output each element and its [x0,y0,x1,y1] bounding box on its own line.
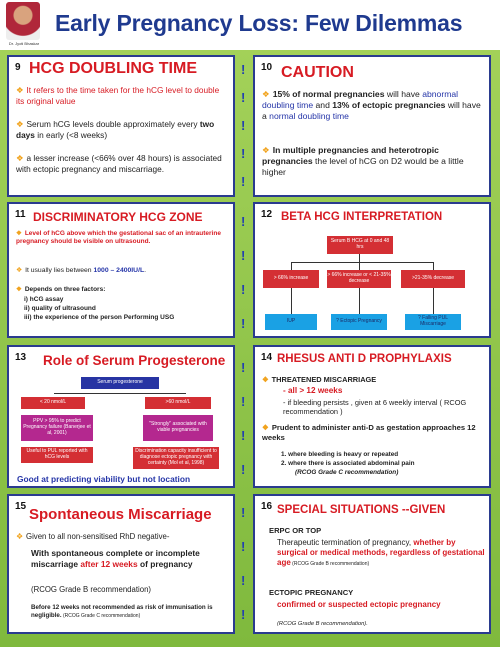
panel-title: Spontaneous Miscarriage [29,506,212,523]
panel-hcg-doubling [7,55,235,197]
exclamation-icon: ! [241,214,246,229]
connector [433,288,434,314]
connector [359,288,360,314]
panel-title: HCG DOUBLING TIME [29,60,197,77]
author-name: Dr. Jyoti Bhaskar [8,41,40,46]
bullet-text: ❖ Depends on three factors: [16,286,106,293]
flow-outcome: IUP [265,314,317,330]
section-heading: ECTOPIC PREGNANCY [269,588,354,597]
bullet-text: ❖ In multiple pregnancies and heterotropic pregnancies the level of hCG on D2 would be a little higher [262,145,464,177]
flow-node: >60 nmol/L [145,397,211,409]
panel-discriminatory-zone [7,202,235,338]
list-item: (RCOG Grade C recommendation) [295,469,399,476]
panel-anti-d [253,345,491,488]
body-text: (RCOG Grade B recommendation). [277,621,368,627]
sub-text: - if bleeding persists , given at 6 weekly interval ( RCOG recommendation ) [283,398,467,417]
panel-number: 11 [15,209,26,220]
panel-number: 14 [261,352,273,363]
flow-node: >21-35% decrease [401,270,465,288]
connector [291,288,292,314]
flow-node: "Strongly" associated with viable pregnancies [143,415,213,441]
panel-beta-hcg [253,202,491,338]
list-item: 2. where there is associated abdominal pain [281,460,415,467]
exclamation-icon: ! [241,316,246,331]
flow-node: PPV > 95% to predict Pregnancy failure (Banerjee et al, 2001) [21,415,93,441]
author-photo [6,2,40,40]
panel-number: 10 [261,62,273,73]
exclamation-icon: ! [241,428,246,443]
exclamation-icon: ! [241,248,246,263]
exclamation-icon: ! [241,539,246,554]
body-text: Before 12 weeks not recommended as risk of immunisation is negligible. (RCOG Grade C recommendation) [31,604,213,619]
section-heading: ERPC OR TOP [269,526,322,535]
panel-title: Role of Serum Progesterone [43,353,226,368]
bullet-text: ❖ Level of hCG above which the gestational sac of an intrauterine pregnancy should be visible on ultrasound. [16,230,221,246]
panel-title: BETA HCG INTERPRETATION [281,211,443,223]
body-text: With spontaneous complete or incomplete miscarriage after 12 weeks of pregnancy [31,548,200,569]
flow-root: Serum B HCG at 0 and 48 hrs [327,236,393,254]
page-title: Early Pregnancy Loss: Few Dilemmas [55,10,463,36]
flow-outcome: ? Ectopic Pregnancy [331,314,387,330]
panel-number: 15 [15,501,27,512]
panel-title: CAUTION [281,64,354,81]
list-item: 1. where bleeding is heavy or repeated [281,451,399,458]
connector [359,254,360,262]
panel-caution [253,55,491,197]
exclamation-icon: ! [241,505,246,520]
bullet-text: ❖ It usually lies between 1000 – 2400IU/L. [16,267,147,274]
exclamation-icon: ! [241,360,246,375]
exclamation-icon: ! [241,90,246,105]
factor: ii) quality of ultrasound [24,305,96,312]
panel-number: 9 [15,62,21,73]
panel-progesterone [7,345,235,488]
flow-node: > 66% increase or < 21-35% decrease [327,270,391,288]
body-text: Therapeutic termination of pregnancy, whether by surgical or medical methods, regardless of gestational age (RCOG Grade B recommendation) [277,538,485,568]
exclamation-icon: ! [241,118,246,133]
header [0,0,500,50]
bullet-text: ❖ 15% of normal pregnancies will have abnormal doubling time and 13% of ectopic pregnancies will have a normal doubling time [262,89,481,121]
sub-text: - all > 12 weeks [283,386,343,395]
bullet-text: ❖ Prudent to administer anti-D as gestation approaches 12 weeks [262,423,476,442]
exclamation-icon: ! [241,573,246,588]
bullet-text: ❖ It refers to the time taken for the hCG level to double its original value [16,85,220,106]
bullet-text: ❖ a lesser increase (<66% over 48 hours) is associated with ectopic pregnancy and miscarriage. [16,153,222,174]
connector [291,262,433,263]
flow-node: Discrimination capacity insufficient to diagnose ectopic pregnancy with certainty (Mol et al, 1998) [133,447,219,469]
connector [291,262,292,270]
bullet-text: ❖ THREATENED MISCARRIAGE [262,375,377,384]
flow-node: > 66% increase [263,270,319,288]
panel-number: 16 [261,501,273,512]
panel-title: SPECIAL SITUATIONS --GIVEN [277,504,446,516]
bullet-text: ❖ Given to all non-sensitised RhD negative- [16,532,170,541]
flow-root: Serum progesterone [81,377,159,389]
exclamation-icon: ! [241,394,246,409]
panel-number: 13 [15,352,27,363]
connector [359,262,360,270]
exclamation-icon: ! [241,607,246,622]
body-text: confirmed or suspected ectopic pregnancy [277,600,441,609]
exclamation-icon: ! [241,282,246,297]
flow-outcome: ? Falling PUL Miscarriage [405,314,461,330]
panel-title: DISCRIMINATORY HCG ZONE [33,210,203,224]
panel-footer: Good at predicting viability but not location [17,474,191,484]
exclamation-icon: ! [241,174,246,189]
panel-spontaneous [7,494,235,634]
flow-node: < 20 nmol/L [21,397,85,409]
panel-title: RHESUS ANTI D PROPHYLAXIS [277,353,452,365]
connector [54,393,186,394]
factor: iii) the experience of the person Performing USG [24,314,175,321]
panel-number: 12 [261,209,273,220]
exclamation-icon: ! [241,146,246,161]
flow-node: Useful to PUL reported with hCG levels [21,447,93,463]
panel-special [253,494,491,634]
factor: i) hCG assay [24,296,64,303]
exclamation-icon: ! [241,462,246,477]
connector [433,262,434,270]
bullet-text: ❖ Serum hCG levels double approximately every two days in early (<8 weeks) [16,119,215,140]
exclamation-icon: ! [241,62,246,77]
body-text: (RCOG Grade B recommendation) [31,585,152,594]
